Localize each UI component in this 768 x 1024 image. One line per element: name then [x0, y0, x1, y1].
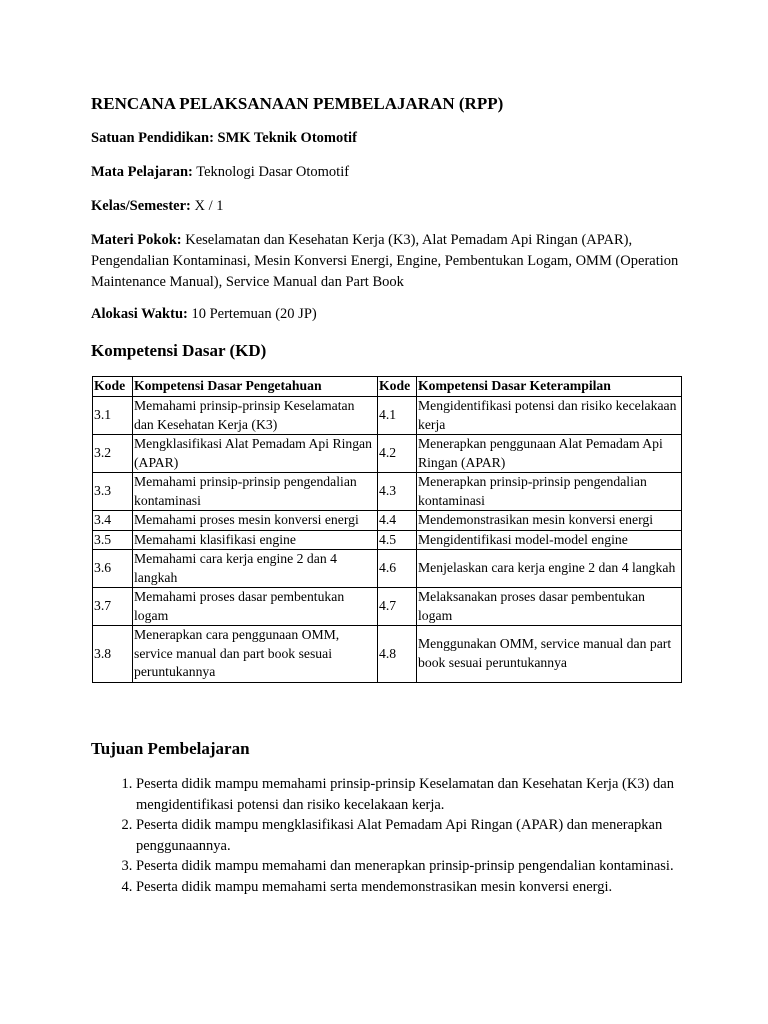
- kd-cell-pengetahuan: Menerapkan cara penggunaan OMM, service manual dan part book sesuai peruntukannya: [133, 626, 378, 683]
- tujuan-list: [91, 774, 726, 897]
- field-mapel-label: Mata Pelajaran:: [91, 164, 193, 180]
- list-item: 1. Peserta didik mampu memahami prinsip-prinsip Keselamatan dan Kesehatan Kerja (K3) dan mengidentifikasi potensi dan risiko kecelakaan kerja.: [136, 774, 726, 815]
- table-row: [93, 550, 682, 588]
- field-materi-label: Materi Pokok:: [91, 232, 182, 248]
- kd-table-header-row: [93, 377, 682, 397]
- list-item: 4. Peserta didik mampu memahami serta mendemonstrasikan mesin konversi energi.: [136, 877, 726, 898]
- kd-cell-pengetahuan: Mengklasifikasi Alat Pemadam Api Ringan (APAR): [133, 435, 378, 473]
- kd-cell-kode: 3.3: [93, 473, 133, 511]
- kd-cell-keterampilan: Menerapkan prinsip-prinsip pengendalian kontaminasi: [417, 473, 682, 511]
- table-row: [93, 588, 682, 626]
- kd-cell-kode: 3.1: [93, 397, 133, 435]
- kd-cell-kode: 4.6: [378, 550, 417, 588]
- table-row: [93, 435, 682, 473]
- kd-cell-pengetahuan: Memahami klasifikasi engine: [133, 530, 378, 550]
- kd-cell-kode: 3.7: [93, 588, 133, 626]
- kd-table: [92, 376, 682, 683]
- kd-cell-pengetahuan: Memahami prinsip-prinsip pengendalian kontaminasi: [133, 473, 378, 511]
- field-kelas-value: X / 1: [194, 198, 224, 214]
- kd-cell-kode: 4.4: [378, 511, 417, 531]
- kd-cell-kode: 3.4: [93, 511, 133, 531]
- field-materi-pokok: [91, 230, 681, 293]
- kd-heading: Kompetensi Dasar (KD): [91, 341, 267, 360]
- list-item: 2. Peserta didik mampu mengklasifikasi Alat Pemadam Api Ringan (APAR) dan menerapkan penggunaannya.: [136, 815, 726, 856]
- document-title: RENCANA PELAKSANAAN PEMBELAJARAN (RPP): [91, 94, 504, 113]
- kd-cell-kode: 3.5: [93, 530, 133, 550]
- field-satuan-value: SMK Teknik Otomotif: [217, 130, 357, 146]
- kd-cell-kode: 4.5: [378, 530, 417, 550]
- field-kelas-label: Kelas/Semester:: [91, 198, 191, 214]
- kd-cell-pengetahuan: Memahami proses dasar pembentukan logam: [133, 588, 378, 626]
- kd-cell-keterampilan: Mendemonstrasikan mesin konversi energi: [417, 511, 682, 531]
- kd-cell-keterampilan: Menjelaskan cara kerja engine 2 dan 4 langkah: [417, 550, 682, 588]
- kd-cell-kode: 4.3: [378, 473, 417, 511]
- field-alokasi-waktu: [91, 304, 681, 325]
- list-item: 3. Peserta didik mampu memahami dan menerapkan prinsip-prinsip pengendalian kontaminasi.: [136, 856, 726, 877]
- tujuan-heading: Tujuan Pembelajaran: [91, 739, 250, 758]
- kd-header-kode-keterampilan: Kode: [378, 377, 417, 397]
- kd-header-kode-pengetahuan: Kode: [93, 377, 133, 397]
- table-row: [93, 511, 682, 531]
- field-satuan-label: Satuan Pendidikan:: [91, 130, 214, 146]
- kd-header-keterampilan: Kompetensi Dasar Keterampilan: [417, 377, 682, 397]
- field-satuan-pendidikan: [91, 128, 681, 149]
- kd-cell-keterampilan: Melaksanakan proses dasar pembentukan logam: [417, 588, 682, 626]
- kd-cell-kode: 4.2: [378, 435, 417, 473]
- table-row: [93, 530, 682, 550]
- kd-cell-kode: 3.8: [93, 626, 133, 683]
- kd-cell-pengetahuan: Memahami proses mesin konversi energi: [133, 511, 378, 531]
- kd-cell-keterampilan: Mengidentifikasi potensi dan risiko kecelakaan kerja: [417, 397, 682, 435]
- field-alokasi-label: Alokasi Waktu:: [91, 306, 188, 322]
- table-row: [93, 397, 682, 435]
- kd-cell-pengetahuan: Memahami cara kerja engine 2 dan 4 langkah: [133, 550, 378, 588]
- kd-cell-keterampilan: Menerapkan penggunaan Alat Pemadam Api Ringan (APAR): [417, 435, 682, 473]
- field-materi-value: Keselamatan dan Kesehatan Kerja (K3), Alat Pemadam Api Ringan (APAR), Pengendalian Kontaminasi, Mesin Konversi Energi, Engine, Pembentukan Logam, OMM (Operation Maintenance Manual), Service Manual dan Part Book: [91, 232, 679, 290]
- table-row: [93, 626, 682, 683]
- kd-cell-kode: 4.7: [378, 588, 417, 626]
- kd-cell-keterampilan: Menggunakan OMM, service manual dan part book sesuai peruntukannya: [417, 626, 682, 683]
- kd-cell-pengetahuan: Memahami prinsip-prinsip Keselamatan dan Kesehatan Kerja (K3): [133, 397, 378, 435]
- kd-cell-kode: 4.1: [378, 397, 417, 435]
- kd-cell-kode: 3.2: [93, 435, 133, 473]
- kd-cell-kode: 3.6: [93, 550, 133, 588]
- kd-cell-kode: 4.8: [378, 626, 417, 683]
- kd-header-pengetahuan: Kompetensi Dasar Pengetahuan: [133, 377, 378, 397]
- field-mata-pelajaran: [91, 162, 681, 183]
- field-kelas-semester: [91, 196, 681, 217]
- table-row: [93, 473, 682, 511]
- kd-cell-keterampilan: Mengidentifikasi model-model engine: [417, 530, 682, 550]
- field-mapel-value: Teknologi Dasar Otomotif: [196, 164, 350, 180]
- field-alokasi-value: 10 Pertemuan (20 JP): [191, 306, 317, 322]
